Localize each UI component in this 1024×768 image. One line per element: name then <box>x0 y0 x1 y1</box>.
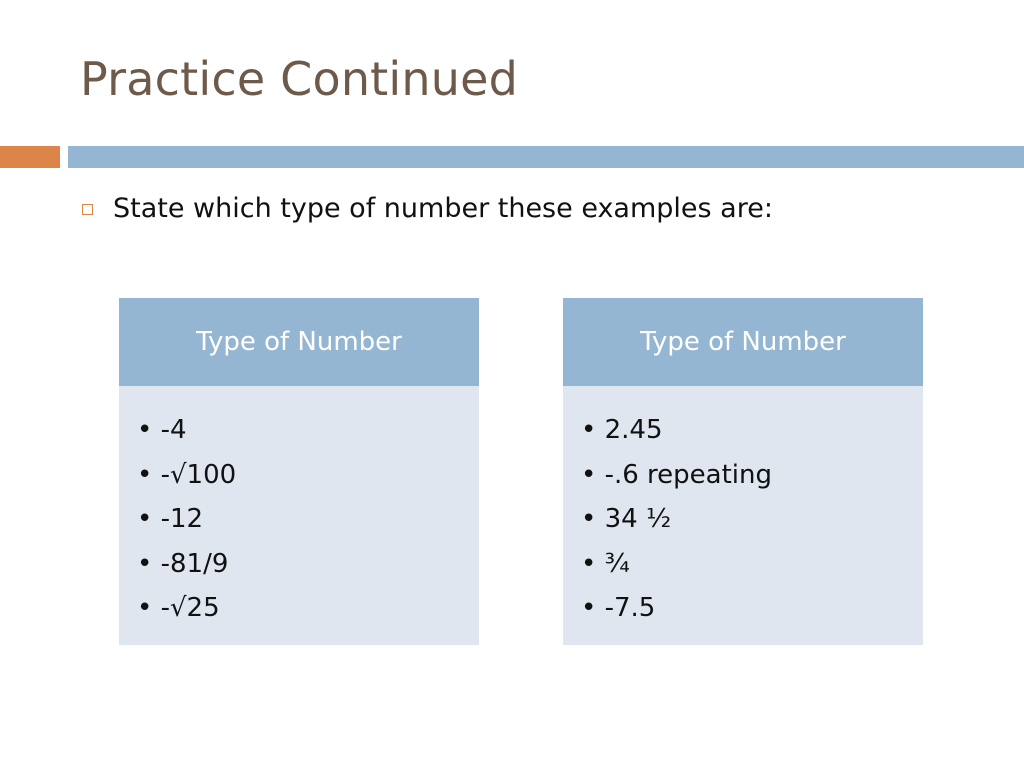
instruction-bullet <box>82 193 773 224</box>
left-card <box>119 298 479 645</box>
right-card <box>563 298 923 645</box>
list-item: • ¾ <box>581 548 630 579</box>
left-card-list <box>119 386 479 631</box>
list-item: • 34 ½ <box>581 504 672 534</box>
list-item: • -√25 <box>137 593 220 623</box>
left-card-header: Type of Number <box>119 298 479 386</box>
list-item: • -7.5 <box>581 593 656 623</box>
square-bullet-icon <box>82 204 93 215</box>
list-item: • -4 <box>137 415 187 445</box>
list-item: • 2.45 <box>581 415 663 445</box>
accent-bar-orange <box>0 146 60 168</box>
instruction-text: State which type of number these examples are: <box>113 193 773 224</box>
accent-bar-blue <box>68 146 1024 168</box>
list-item: • -√100 <box>137 459 237 490</box>
slide-title: Practice Continued <box>80 52 518 106</box>
right-card-header: Type of Number <box>563 298 923 386</box>
list-item: • -81/9 <box>137 548 229 579</box>
list-item: • -.6 repeating <box>581 459 773 490</box>
list-item: • -12 <box>137 504 204 534</box>
right-card-list <box>563 386 923 631</box>
